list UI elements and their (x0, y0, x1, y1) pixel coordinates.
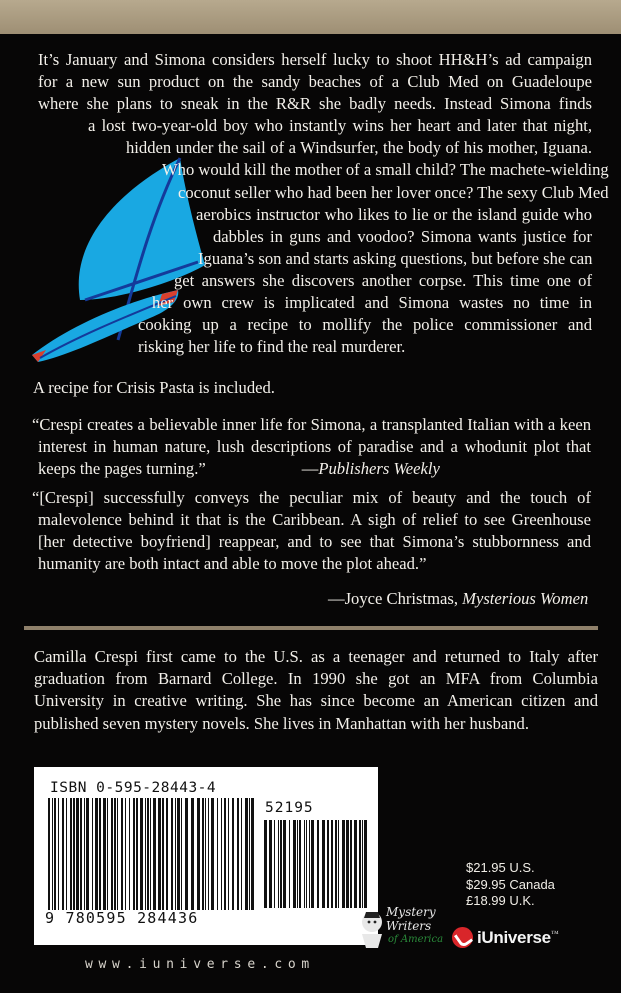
bio-line: Camilla Crespi first came to the U.S. as a teenager and returned to Italy after (34, 647, 598, 666)
barcode-bar (66, 798, 67, 910)
barcode-bar (52, 798, 53, 910)
barcode-bar (147, 798, 149, 910)
synopsis-line: her own crew is implicated and Simona wastes no time in (152, 293, 592, 313)
barcode-bar (136, 798, 138, 910)
ean-digits: 9 780595 284436 (45, 909, 199, 927)
review-publishers-weekly (32, 414, 591, 480)
synopsis-line: hidden under the sail of a Windsurfer, the body of his mother, Iguana. (126, 138, 592, 158)
barcode-bar (48, 798, 50, 910)
barcode-bar (121, 798, 123, 910)
barcode-bar (86, 798, 89, 910)
synopsis (38, 49, 609, 358)
barcode-bar (346, 820, 349, 908)
attribution-name: —Joyce Christmas, (328, 589, 463, 608)
barcode-bar (84, 798, 85, 910)
bio-line: graduation from Barnard College. In 1990 she got an MFA from Columbia (34, 669, 598, 689)
price-us: $21.95 U.S. (466, 860, 535, 875)
barcode-bar (322, 820, 325, 908)
recipe-note: A recipe for Crisis Pasta is included. (33, 378, 275, 397)
barcode-bar (73, 798, 75, 910)
barcode-bar (278, 820, 279, 908)
barcode-bar (117, 798, 118, 910)
review-attribution (302, 459, 440, 478)
barcode-bar (76, 798, 79, 910)
mystery-writers-logo-icon (358, 902, 456, 952)
trademark-symbol: ™ (550, 929, 559, 938)
synopsis-line: coconut seller who had been her lover once? The sexy Club Med (178, 182, 609, 202)
synopsis-line: for a new sun product on the sandy beaches of a Club Med on Guadeloupe (38, 72, 592, 92)
publisher-name: iUniverse (477, 927, 551, 947)
mwa-text-writers: Writers (386, 919, 432, 933)
synopsis-line: Iguana’s son and starts asking questions, but before she can (198, 248, 593, 268)
barcode-bar (181, 798, 182, 910)
barcode-bar (191, 798, 194, 910)
barcode-bar (153, 798, 156, 910)
barcode-bar (350, 820, 352, 908)
barcode-bar (269, 820, 272, 908)
synopsis-line: It’s January and Simona considers herself lucky to shoot HH&H’s ad campaign (38, 50, 592, 69)
barcode-bar (92, 798, 93, 910)
barcode-bar (354, 820, 357, 908)
addon-barcode-icon (264, 820, 372, 908)
barcode-bar (304, 820, 305, 908)
price-uk: £18.99 U.K. (466, 893, 535, 908)
barcode-bar (237, 798, 239, 910)
barcode-bar (309, 820, 310, 908)
barcode-bar (331, 820, 333, 908)
barcode-bar (70, 798, 72, 910)
review-attribution (328, 589, 588, 609)
mwa-text-america: of America (388, 934, 444, 945)
barcode-bar (125, 798, 126, 910)
bio-line: published seven mystery novels. She lives in Manhattan with her husband. (34, 713, 529, 733)
barcode-bar (62, 798, 64, 910)
divider-rule (24, 626, 598, 630)
barcode-bar (342, 820, 345, 908)
isbn-label: ISBN 0-595-28443-4 (50, 780, 217, 796)
review-line-last (38, 458, 591, 480)
barcode-bar (280, 820, 282, 908)
barcode-bar (185, 798, 188, 910)
barcode-bar (245, 798, 248, 910)
barcode-bar (224, 798, 226, 910)
iuniverse-mark-icon (452, 927, 473, 948)
barcode-bar (211, 798, 214, 910)
barcode-bar (299, 820, 301, 908)
barcode-bar (175, 798, 176, 910)
barcode-bar (241, 798, 242, 910)
barcode-bar (158, 798, 161, 910)
barcode-bar (208, 798, 209, 910)
barcode-bar (166, 798, 168, 910)
barcode-bar (107, 798, 108, 910)
attribution-source: Publishers Weekly (318, 459, 440, 479)
barcode-bar (249, 798, 250, 910)
barcode-bar (362, 820, 363, 908)
review-line: “[Crespi] successfully conveys the peculiar mix of beauty and the touch of (32, 488, 591, 507)
synopsis-line: risking her life to find the real murderer. (138, 337, 406, 357)
synopsis-line: Who would kill the mother of a small child? The machete-wielding (162, 160, 609, 180)
barcode-bar (205, 798, 206, 910)
barcode-bar (283, 820, 286, 908)
barcode-bar (289, 820, 290, 908)
bio-line: University in creative writing. She has since become an American citizen and (34, 691, 598, 711)
barcode-bar (359, 820, 361, 908)
barcode-bar (111, 798, 113, 910)
barcode-bar (297, 820, 298, 908)
barcode-bar (251, 798, 254, 910)
review-mysterious-women (32, 487, 591, 575)
barcode-bar (140, 798, 143, 910)
review-line: humanity are both intact and able to move the plot ahead.” (38, 554, 427, 574)
barcode-bar (274, 820, 275, 908)
review-line: keeps the pages turning.” (38, 459, 206, 479)
barcode-bar (171, 798, 173, 910)
barcode-bar (145, 798, 146, 910)
top-band (0, 0, 621, 34)
ean-barcode-icon (48, 798, 256, 910)
barcode-bar (197, 798, 200, 910)
price-code: 52195 (265, 800, 314, 816)
barcode-bar (54, 798, 56, 910)
barcode-bar (99, 798, 101, 910)
synopsis-line: get answers she discovers another corpse. This time one of (174, 270, 592, 290)
barcode-bar (335, 820, 337, 908)
review-line: “Crespi creates a believable inner life for Simona, a transplanted Italian with a keen (32, 415, 591, 434)
barcode-bar (264, 820, 267, 908)
barcode-bar (293, 820, 296, 908)
synopsis-line: where she plans to sneak in the R&R she badly needs. Instead Simona finds (38, 94, 592, 114)
barcode-bar (221, 798, 222, 910)
iuniverse-logo-icon (452, 927, 559, 948)
review-line: interest in human nature, lush descriptions of paradise and a whodunit plot that (38, 437, 591, 457)
review-line: malevolence behind it that is the Caribbean. A sigh of relief to see Greenhouse (38, 510, 591, 530)
barcode-bar (103, 798, 106, 910)
barcode-bar (95, 798, 98, 910)
barcode-bar (150, 798, 151, 910)
attribution-dash: — (301, 459, 319, 479)
price-list (466, 860, 555, 910)
synopsis-line: aerobics instructor who likes to lie or the island guide who (196, 204, 592, 224)
barcode-bar (311, 820, 314, 908)
publisher-url: www.iuniverse.com (85, 957, 315, 972)
synopsis-line: a lost two-year-old boy who instantly wins her heart and later that night, (88, 116, 592, 136)
barcode-bar (80, 798, 82, 910)
barcode-bar (202, 798, 204, 910)
barcode-bar (338, 820, 339, 908)
synopsis-line: dabbles in guns and voodoo? Simona wants justice for (213, 226, 592, 246)
barcode-bar (133, 798, 135, 910)
attribution-source: Mysterious Women (462, 589, 589, 608)
synopsis-line: cooking up a recipe to mollify the police commissioner and (138, 315, 592, 335)
review-line: [her detective boyfriend] reappear, and to see that Simona’s stubbornness and (38, 532, 591, 552)
barcode-bar (364, 820, 367, 908)
mwa-text-mystery: Mystery (386, 905, 436, 919)
barcode-bar (114, 798, 116, 910)
barcode-bar (129, 798, 130, 910)
barcode-bar (232, 798, 234, 910)
barcode-bar (327, 820, 329, 908)
barcode-bar (317, 820, 319, 908)
barcode-bar (58, 798, 59, 910)
barcode-bar (162, 798, 164, 910)
barcode-bar (217, 798, 218, 910)
price-canada: $29.95 Canada (466, 876, 555, 892)
barcode-bar (306, 820, 307, 908)
author-bio (34, 646, 598, 735)
barcode-bar (177, 798, 180, 910)
barcode-bar (228, 798, 229, 910)
